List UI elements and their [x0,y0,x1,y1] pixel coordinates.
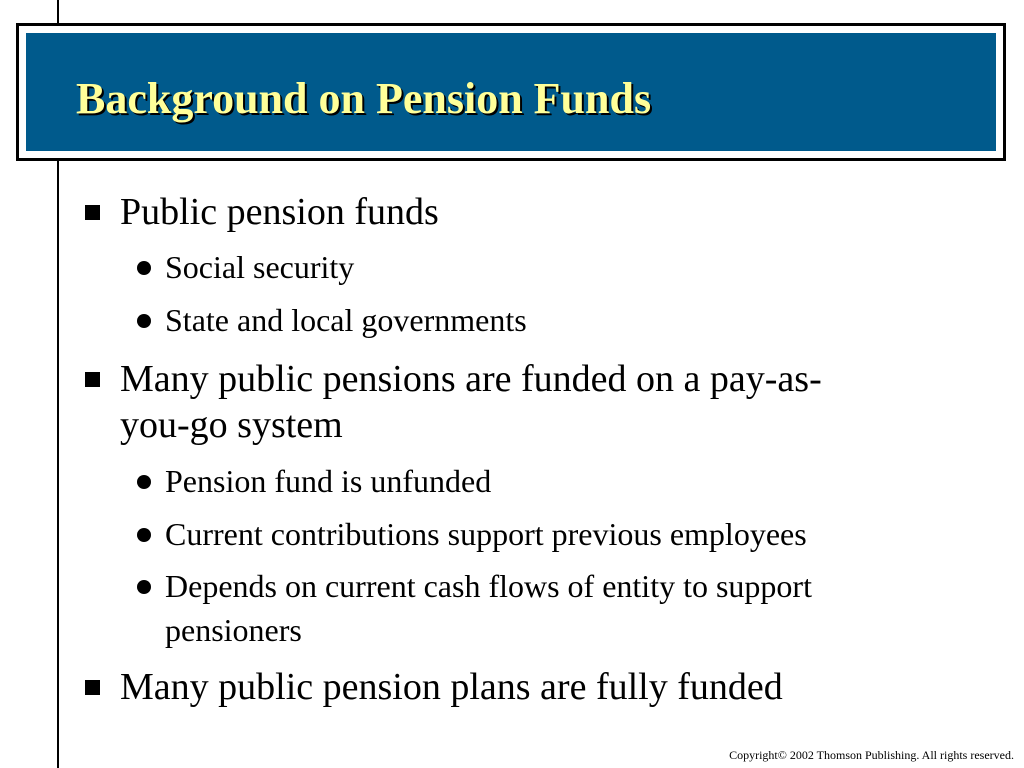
subbullet-text-line2: pensioners [165,612,302,648]
copyright-footer: Copyright© 2002 Thomson Publishing. All rights reserved. [729,748,1014,762]
subbullet-cash-flows [165,563,812,609]
subbullet-text-line1: Depends on current cash flows of entity to support [165,568,812,604]
slide-title: Background on Pension Funds [76,74,652,123]
dot-bullet-icon [137,580,151,594]
bullet-pay-as-you-go [120,356,822,402]
bullet-text-line2: you-go system [120,404,343,446]
subbullet-state-local [165,297,527,343]
dot-bullet-icon [137,475,151,489]
bullet-pay-as-you-go-continued [120,402,343,448]
subbullet-text: Current contributions support previous employees [165,516,807,552]
subbullet-unfunded [165,458,491,504]
bullet-fully-funded [120,664,783,710]
dot-bullet-icon [137,261,151,275]
subbullet-text: Social security [165,249,355,285]
subbullet-text: Pension fund is unfunded [165,463,492,499]
square-bullet-icon [85,680,100,695]
dot-bullet-icon [137,528,151,542]
square-bullet-icon [85,205,100,220]
subbullet-cash-flows-continued [165,607,302,653]
square-bullet-icon [85,372,100,387]
bullet-text-line1: Many public pensions are funded on a pay-as- [120,358,822,400]
bullet-text: Many public pension plans are fully funded [120,666,783,708]
subbullet-current-contributions [165,511,807,557]
subbullet-social-security [165,244,354,290]
bullet-text: Public pension funds [120,191,439,233]
subbullet-text: State and local governments [165,302,527,338]
bullet-public-pension-funds [120,189,439,235]
dot-bullet-icon [137,314,151,328]
